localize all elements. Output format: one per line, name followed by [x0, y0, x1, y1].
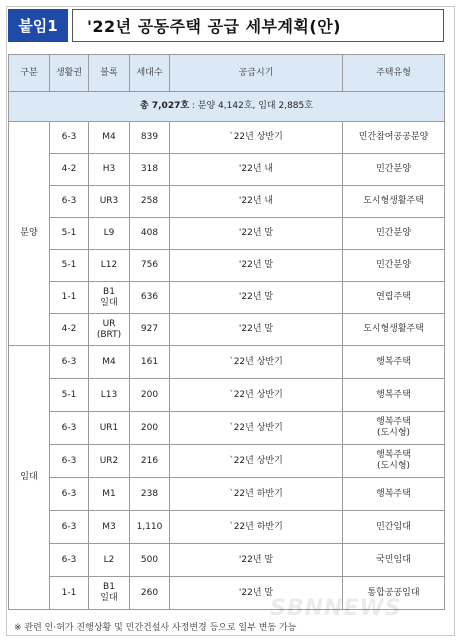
cell-units: 1,110 — [130, 511, 170, 544]
cell-period: '22년 말 — [170, 544, 343, 577]
cell-zone: 6-3 — [50, 346, 89, 379]
table-row — [9, 412, 445, 445]
table-header-row — [9, 55, 445, 92]
table-row — [9, 218, 445, 250]
cell-type: 행복주택 (도시형) — [343, 445, 445, 478]
cell-type: 행복주택 — [343, 478, 445, 511]
cell-zone: 6-3 — [50, 544, 89, 577]
cell-units: 200 — [130, 379, 170, 412]
total-detail: : 분양 4,142호, 임대 2,885호 — [189, 101, 313, 111]
cell-period: `22년 상반기 — [170, 445, 343, 478]
cell-period: `22년 하반기 — [170, 478, 343, 511]
cell-period: '22년 말 — [170, 218, 343, 250]
cell-period: `22년 상반기 — [170, 346, 343, 379]
cell-units: 839 — [130, 122, 170, 154]
cell-units: 927 — [130, 314, 170, 346]
cell-type: 연립주택 — [343, 282, 445, 314]
cell-type: 민간임대 — [343, 511, 445, 544]
col-header-units: 세대수 — [130, 55, 170, 92]
cell-units: 500 — [130, 544, 170, 577]
cell-zone: 4-2 — [50, 314, 89, 346]
document-header — [8, 9, 444, 44]
table-row — [9, 314, 445, 346]
cell-block: M4 — [89, 122, 130, 154]
table-row — [9, 346, 445, 379]
cell-block: L2 — [89, 544, 130, 577]
table-row — [9, 186, 445, 218]
attachment-badge: 붙임1 — [8, 9, 68, 42]
group-label-cell: 임대 — [9, 346, 50, 610]
table-row — [9, 250, 445, 282]
cell-block: UR1 — [89, 412, 130, 445]
cell-zone: 5-1 — [50, 250, 89, 282]
cell-units: 408 — [130, 218, 170, 250]
col-header-zone: 생활권 — [50, 55, 89, 92]
cell-type: 민간분양 — [343, 250, 445, 282]
cell-block: M1 — [89, 478, 130, 511]
total-cell — [9, 92, 445, 122]
cell-zone: 6-3 — [50, 445, 89, 478]
table-row — [9, 445, 445, 478]
total-row — [9, 92, 445, 122]
cell-block: M3 — [89, 511, 130, 544]
cell-period: '22년 말 — [170, 314, 343, 346]
watermark: SBNNEWS — [270, 596, 402, 621]
cell-zone: 6-3 — [50, 412, 89, 445]
cell-block: UR (BRT) — [89, 314, 130, 346]
cell-units: 756 — [130, 250, 170, 282]
cell-type: 도시형생활주택 — [343, 186, 445, 218]
table-row — [9, 379, 445, 412]
cell-type: 민간분양 — [343, 154, 445, 186]
cell-period: `22년 하반기 — [170, 511, 343, 544]
table-row — [9, 154, 445, 186]
cell-type: 민간참여공공분양 — [343, 122, 445, 154]
document-title: '22년 공동주택 공급 세부계획(안) — [72, 9, 444, 42]
cell-units: 161 — [130, 346, 170, 379]
cell-type: 행복주택 — [343, 346, 445, 379]
table-row — [9, 544, 445, 577]
cell-block: L9 — [89, 218, 130, 250]
cell-type: 행복주택 — [343, 379, 445, 412]
cell-zone: 1-1 — [50, 577, 89, 610]
cell-units: 318 — [130, 154, 170, 186]
cell-zone: 6-3 — [50, 122, 89, 154]
cell-block: L12 — [89, 250, 130, 282]
cell-zone: 5-1 — [50, 218, 89, 250]
cell-block: UR2 — [89, 445, 130, 478]
cell-period: `22년 상반기 — [170, 122, 343, 154]
cell-zone: 1-1 — [50, 282, 89, 314]
cell-period: '22년 말 — [170, 250, 343, 282]
footnote: ※ 관련 인·허가 진행상황 및 민간건설사 사정변경 등으로 일부 변동 가능 — [14, 623, 297, 633]
cell-block: M4 — [89, 346, 130, 379]
cell-block: B1 일대 — [89, 577, 130, 610]
col-header-type: 주택유형 — [343, 55, 445, 92]
cell-units: 636 — [130, 282, 170, 314]
cell-block: UR3 — [89, 186, 130, 218]
cell-period: '22년 내 — [170, 154, 343, 186]
cell-block: H3 — [89, 154, 130, 186]
cell-type: 통합공공임대 — [343, 577, 445, 610]
table-row — [9, 122, 445, 154]
cell-period: '22년 내 — [170, 186, 343, 218]
col-header-category: 구분 — [9, 55, 50, 92]
cell-zone: 6-3 — [50, 511, 89, 544]
total-label: 총 7,027호 — [140, 101, 190, 111]
cell-units: 260 — [130, 577, 170, 610]
cell-zone: 6-3 — [50, 186, 89, 218]
cell-zone: 5-1 — [50, 379, 89, 412]
cell-type: 국민임대 — [343, 544, 445, 577]
cell-type: 민간분양 — [343, 218, 445, 250]
cell-zone: 4-2 — [50, 154, 89, 186]
cell-zone: 6-3 — [50, 478, 89, 511]
cell-period: '22년 말 — [170, 282, 343, 314]
cell-period: '22년 말 — [170, 577, 343, 610]
group-label-cell: 분양 — [9, 122, 50, 346]
cell-block: B1 일대 — [89, 282, 130, 314]
table-row — [9, 478, 445, 511]
cell-units: 238 — [130, 478, 170, 511]
cell-units: 216 — [130, 445, 170, 478]
table-row — [9, 511, 445, 544]
table-row — [9, 282, 445, 314]
cell-period: `22년 상반기 — [170, 412, 343, 445]
cell-block: L13 — [89, 379, 130, 412]
cell-period: `22년 상반기 — [170, 379, 343, 412]
col-header-block: 블록 — [89, 55, 130, 92]
col-header-period: 공급시기 — [170, 55, 343, 92]
cell-type: 행복주택 (도시형) — [343, 412, 445, 445]
cell-units: 258 — [130, 186, 170, 218]
cell-units: 200 — [130, 412, 170, 445]
cell-type: 도시형생활주택 — [343, 314, 445, 346]
housing-supply-table — [8, 54, 445, 610]
